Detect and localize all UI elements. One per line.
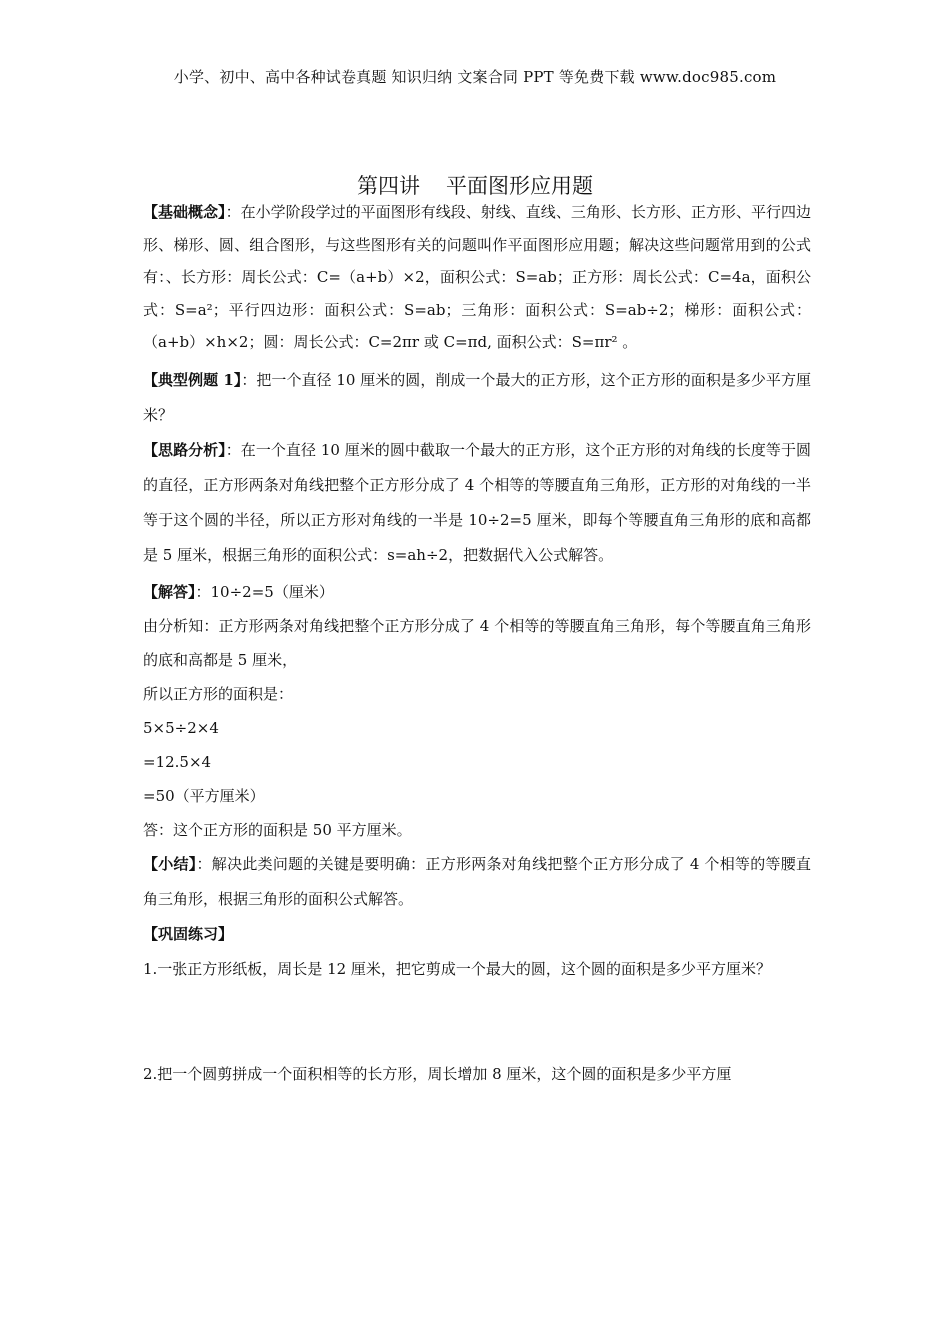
concept-section <box>143 196 811 359</box>
analysis-text: ：在一个直径 10 厘米的圆中截取一个最大的正方形，这个正方形的对角线的长度等于圆的直径，正方形两条对角线把整个正方形分成了 4 个相等的等腰直角三角形，正方形的对角线的一半等于这个圆的半径，所以正方形对角线的一半是 10÷2=5 厘米，即每个等腰直角三角形的底和高都是 5 厘米，根据三角形的面积公式：s=ah÷2，把数据代入公式解答。 <box>143 440 811 564</box>
practice-section <box>143 917 811 1092</box>
example-text: ：把一个直径 10 厘米的圆，削成一个最大的正方形，这个正方形的面积是多少平方厘米？ <box>143 370 811 424</box>
solution-paragraph: 由分析知：正方形两条对角线把整个正方形分成了 4 个相等的等腰直角三角形，每个等腰直角三角形的底和高都是 5 厘米， <box>143 616 811 669</box>
example-section <box>143 363 811 433</box>
solution-section <box>143 575 811 847</box>
solution-calc-2: =12.5×4 <box>143 752 212 771</box>
solution-calc-1: 5×5÷2×4 <box>143 718 219 737</box>
summary-text: ：解决此类问题的关键是要明确：正方形两条对角线把整个正方形分成了 4 个相等的等腰直角三角形，根据三角形的面积公式解答。 <box>143 854 811 908</box>
analysis-section <box>143 433 811 573</box>
solution-answer: 答：这个正方形的面积是 50 平方厘米。 <box>143 820 412 839</box>
solution-label: 【解答】 <box>143 582 196 601</box>
practice-question-2: 2.把一个圆剪拼成一个面积相等的长方形，周长增加 8 厘米，这个圆的面积是多少平方厘 <box>143 1064 732 1083</box>
practice-question-1: 1.一张正方形纸板，周长是 12 厘米，把它剪成一个最大的圆，这个圆的面积是多少平方厘米？ <box>143 959 771 978</box>
title-lecture: 第四讲 <box>357 174 420 198</box>
example-label: 【典型例题 1】 <box>143 370 242 389</box>
page-header: 小学、初中、高中各种试卷真题 知识归纳 文案合同 PPT 等免费下载 www.doc985.com <box>173 68 777 86</box>
practice-label: 【巩固练习】 <box>143 924 234 943</box>
solution-calc-3: =50（平方厘米） <box>143 786 265 805</box>
analysis-label: 【思路分析】 <box>143 440 226 459</box>
summary-label: 【小结】 <box>143 854 197 873</box>
solution-first: ：10÷2=5（厘米） <box>195 582 334 601</box>
concept-label: 【基础概念】 <box>143 203 226 221</box>
summary-section <box>143 847 811 917</box>
title-topic: 平面图形应用题 <box>446 174 593 198</box>
document-body <box>143 196 811 1092</box>
solution-first-line <box>143 575 811 609</box>
concept-text: ：在小学阶段学过的平面图形有线段、射线、直线、三角形、长方形、正方形、平行四边形、梯形、圆、组合图形，与这些图形有关的问题叫作平面图形应用题；解决这些问题常用到的公式有：、长方形：周长公式：C=（a+b）×2，面积公式：S=ab；正方形：周长公式：C=4a，面积公式：S=a²；平行四边形：面积公式：S=ab；三角形：面积公式：S=ab÷2；梯形：面积公式：（a+b）×h×2；圆：周长公式：C=2πr 或 C=πd, 面积公式：S=πr² 。 <box>143 203 811 351</box>
solution-area-line: 所以正方形的面积是： <box>143 684 294 703</box>
